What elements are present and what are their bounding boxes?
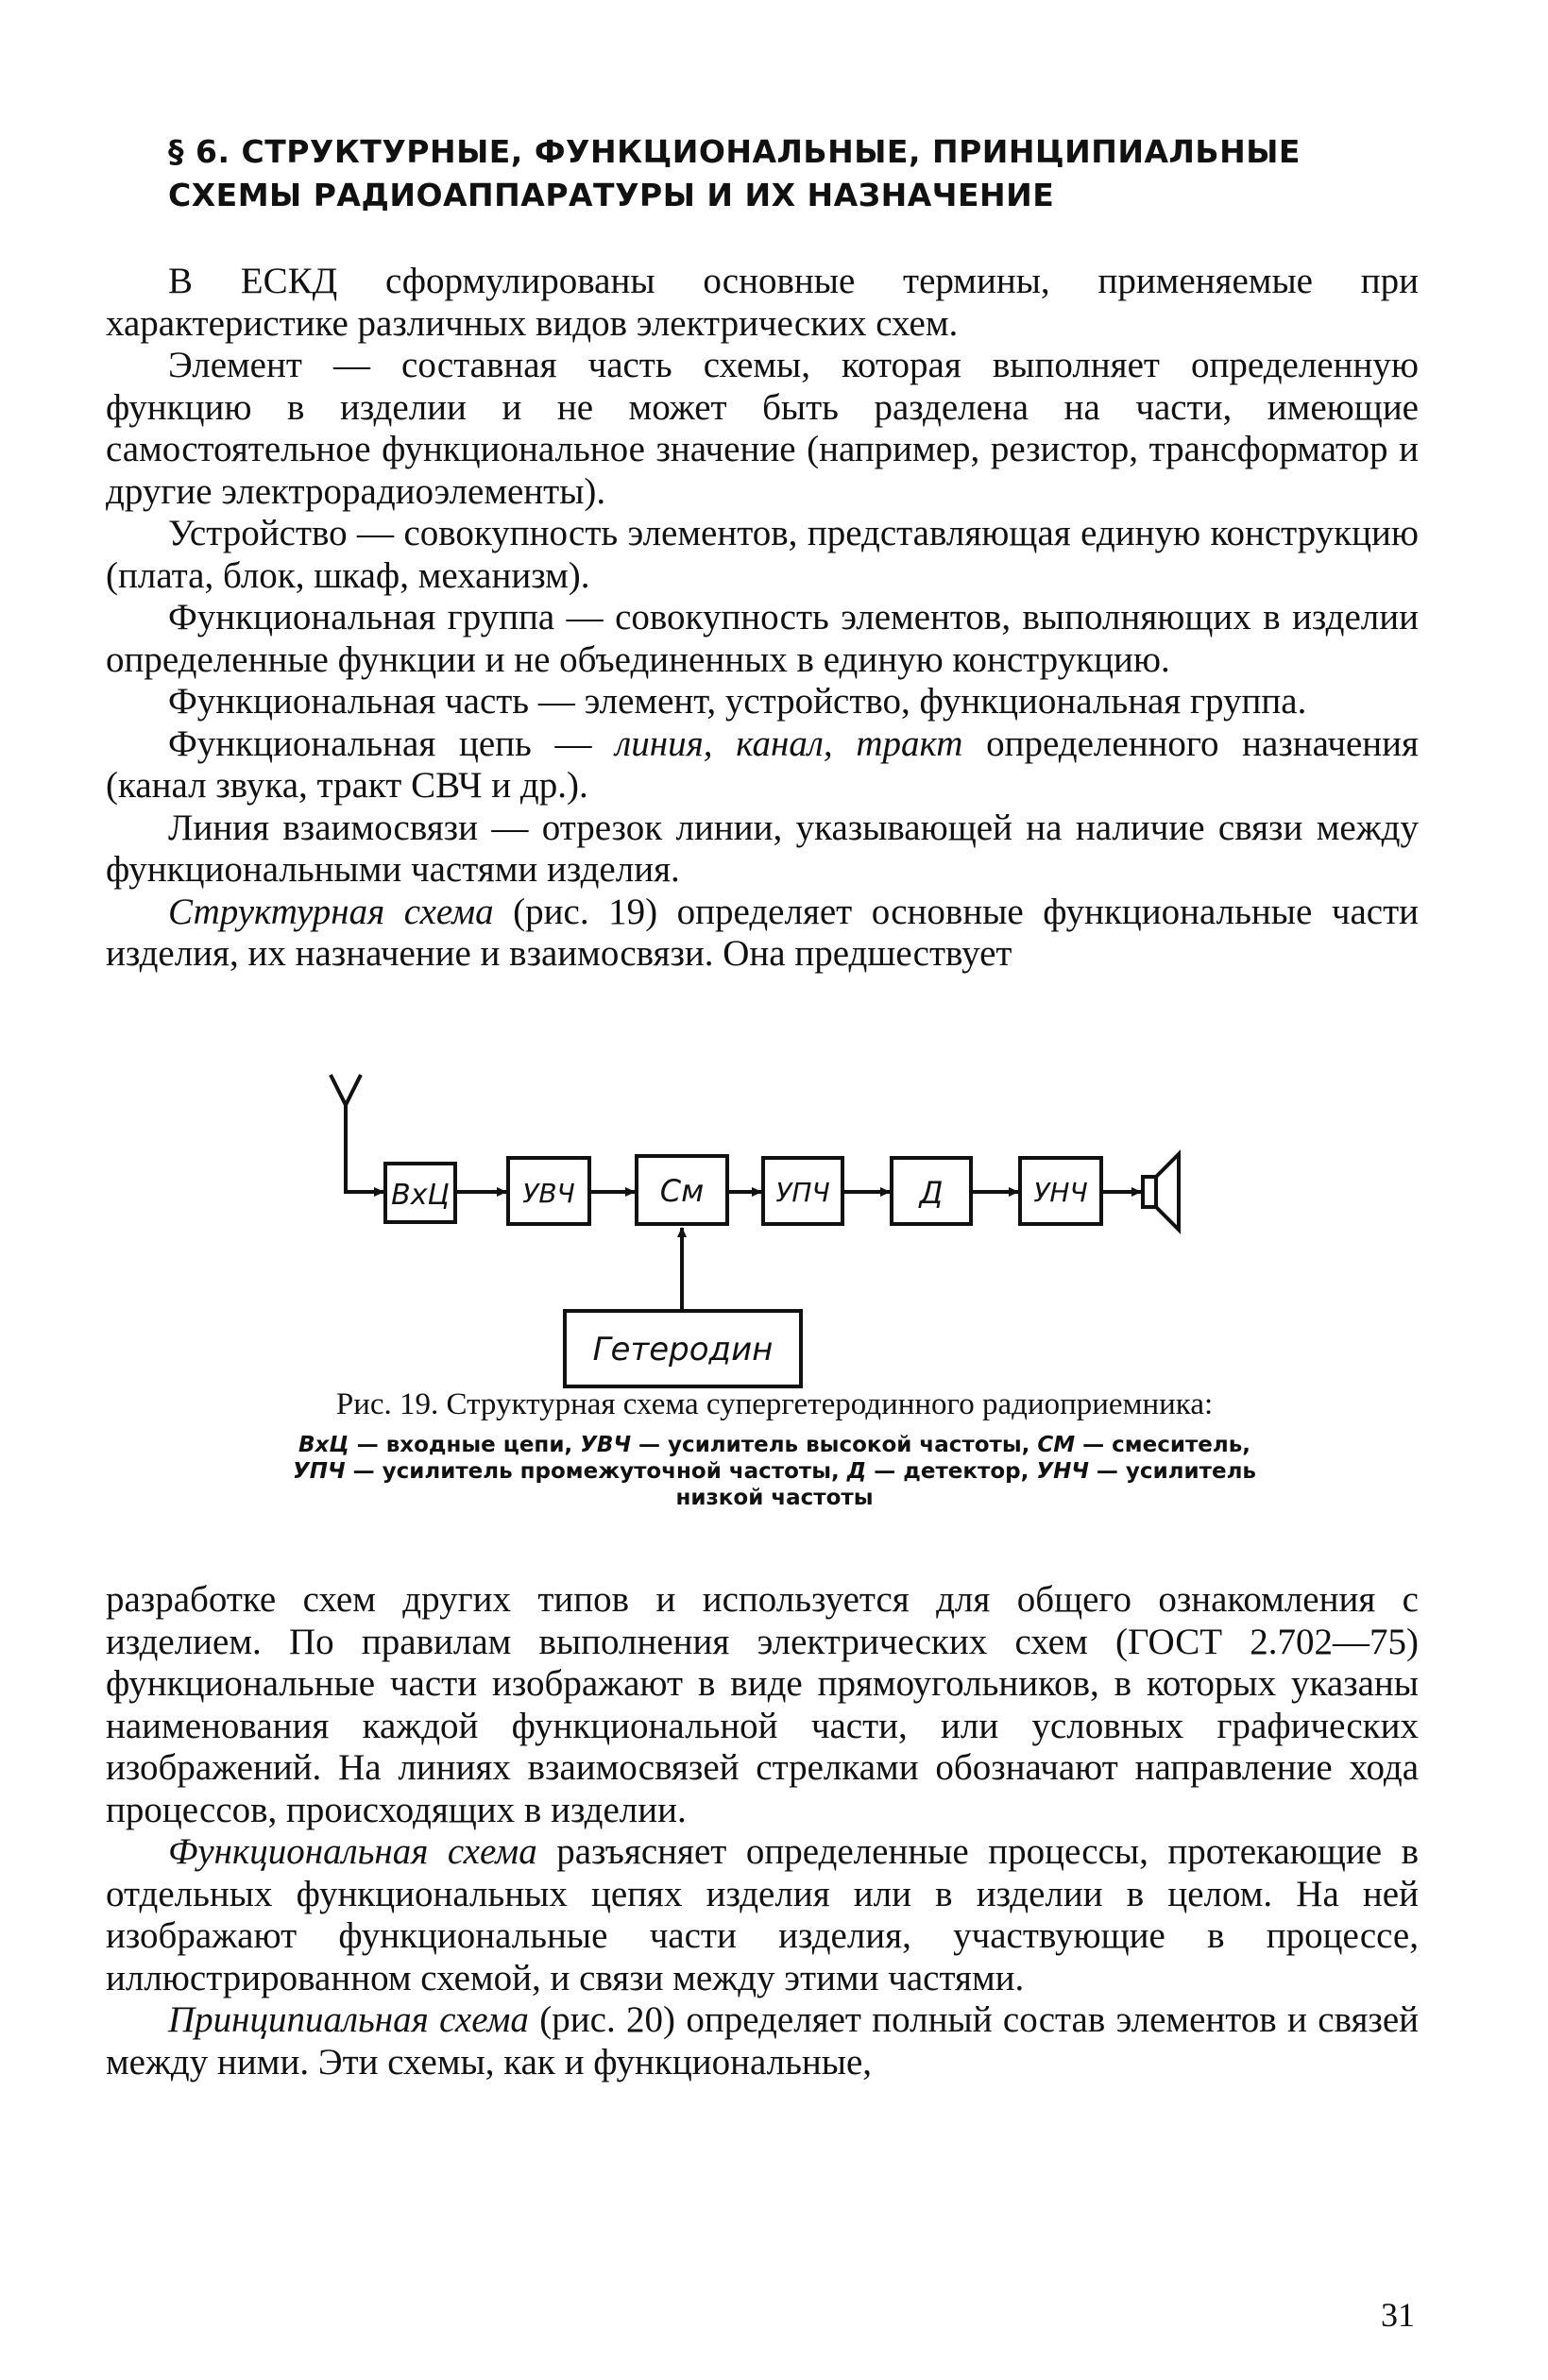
legend-abbr: УВЧ: [580, 1433, 632, 1457]
paragraph-continuation: разработке схем других типов и используется для общего ознакомления с изделием. По правилам выполнения электрических схем (ГОСТ 2.702—75) функциональные части изображают в виде прямоугольников, в которых указаны наименования каждой функциональной части, или условных графических изображений. На линиях взаимосвязей стрелками обозначают направление хода процессов, происходящих в изделии.: [106, 1579, 1419, 1830]
caption-legend: [283, 1432, 1266, 1511]
legend-abbr: УПЧ: [293, 1459, 346, 1484]
block-oscillator: [565, 1311, 801, 1386]
block-unch: [1020, 1158, 1101, 1224]
functional-chain-rest: определенного назначения (канал звука, тракт СВЧ и др.).: [106, 722, 1419, 806]
heading-line-2: СХЕМЫ РАДИОАППАРАТУРЫ И ИХ НАЗНАЧЕНИЕ: [168, 177, 1055, 213]
legend-desc: — входные цепи,: [349, 1433, 581, 1457]
functional-scheme-text: разъясняет определенные процессы, протекающие в отдельных функциональных цепях изделия или в изделии в целом. На ней изображают функциональные части изделия, участвующие в процессе, иллюстрированном схемой, и связи между этими частями.: [106, 1831, 1419, 1998]
oscillator-label: Гетеродин: [592, 1331, 774, 1368]
heading-line-1: § 6. СТРУКТУРНЫЕ, ФУНКЦИОНАЛЬНЫЕ, ПРИНЦИПИАЛЬНЫЕ: [168, 133, 1301, 170]
block-detector: [892, 1158, 971, 1224]
block-label: УНЧ: [1033, 1177, 1088, 1208]
functional-chain-italic: линия, канал, тракт: [615, 722, 963, 764]
legend-desc: — смеситель,: [1075, 1433, 1251, 1457]
block-vxc: [385, 1164, 455, 1222]
block-diagram-svg: [312, 1067, 1237, 1388]
legend-abbr: Д: [846, 1459, 867, 1484]
paragraph-structural-scheme: [106, 892, 1419, 976]
loudspeaker-icon: [1143, 1154, 1179, 1230]
paragraph-principal-scheme: [106, 1999, 1419, 2083]
figure-caption: [283, 1386, 1266, 1511]
body-text-top: [106, 261, 1419, 976]
block-label: Д: [919, 1175, 944, 1211]
block-uvch: [508, 1158, 589, 1224]
section-heading: [168, 130, 1434, 217]
legend-abbr: ВхЦ: [298, 1433, 349, 1457]
functional-chain-term: Функциональная цепь —: [168, 722, 616, 764]
paragraph-intro: В ЕСКД сформулированы основные термины, применяемые при характеристике различных видов электрических схем.: [106, 261, 1419, 344]
paragraph-functional-scheme: [106, 1831, 1419, 1999]
legend-desc: — детектор,: [866, 1459, 1037, 1484]
legend-desc: — усилитель низкой частоты: [675, 1459, 1256, 1510]
principal-scheme-term: Принципиальная схема: [168, 1999, 529, 2040]
structural-scheme-text: (рис. 19) определяет основные функциональные части изделия, их назначение и взаимосвязи. Она предшествует: [106, 891, 1419, 974]
figure-19-block-diagram: [312, 1067, 1237, 1388]
paragraph-functional-chain: [106, 723, 1419, 808]
block-label: ВхЦ: [391, 1179, 450, 1212]
paragraph-element: Элемент — составная часть схемы, которая выполняет определенную функцию в изделии и не может быть разделена на части, имеющие самостоятельное функциональное значение (например, резистор, трансформатор и другие электрорадиоэлементы).: [106, 345, 1419, 512]
block-mixer: [637, 1156, 727, 1224]
antenna-icon: [331, 1075, 383, 1192]
legend-abbr: СМ: [1037, 1433, 1076, 1457]
block-upch: [763, 1158, 842, 1224]
block-label: См: [659, 1173, 705, 1209]
functional-scheme-term: Функциональная схема: [168, 1831, 537, 1872]
structural-scheme-term: Структурная схема: [168, 891, 494, 932]
caption-title: Рис. 19. Структурная схема супергетеродинного радиоприемника:: [335, 1387, 1214, 1421]
page-number: 31: [1381, 2296, 1415, 2334]
paragraph-functional-group: Функциональная группа — совокупность элементов, выполняющих в изделии определенные функции и не объединенных в единую конструкцию.: [106, 597, 1419, 680]
legend-desc: — усилитель промежуточной частоты,: [345, 1459, 847, 1484]
principal-scheme-text: (рис. 20) определяет полный состав элементов и связей между ними. Эти схемы, как и функциональные,: [106, 1999, 1420, 2082]
legend-desc: — усилитель высокой частоты,: [631, 1433, 1038, 1457]
paragraph-functional-part: Функциональная часть — элемент, устройство, функциональная группа.: [168, 681, 1307, 722]
body-text-bottom: [106, 1579, 1419, 2083]
paragraph-link-line: Линия взаимосвязи — отрезок линии, указывающей на наличие связи между функциональными частями изделия.: [106, 807, 1419, 890]
legend-abbr: УНЧ: [1036, 1459, 1089, 1484]
paragraph-device: Устройство — совокупность элементов, представляющая единую конструкцию (плата, блок, шкаф, механизм).: [106, 513, 1419, 596]
block-label: УПЧ: [775, 1177, 830, 1208]
block-label: УВЧ: [522, 1178, 575, 1209]
